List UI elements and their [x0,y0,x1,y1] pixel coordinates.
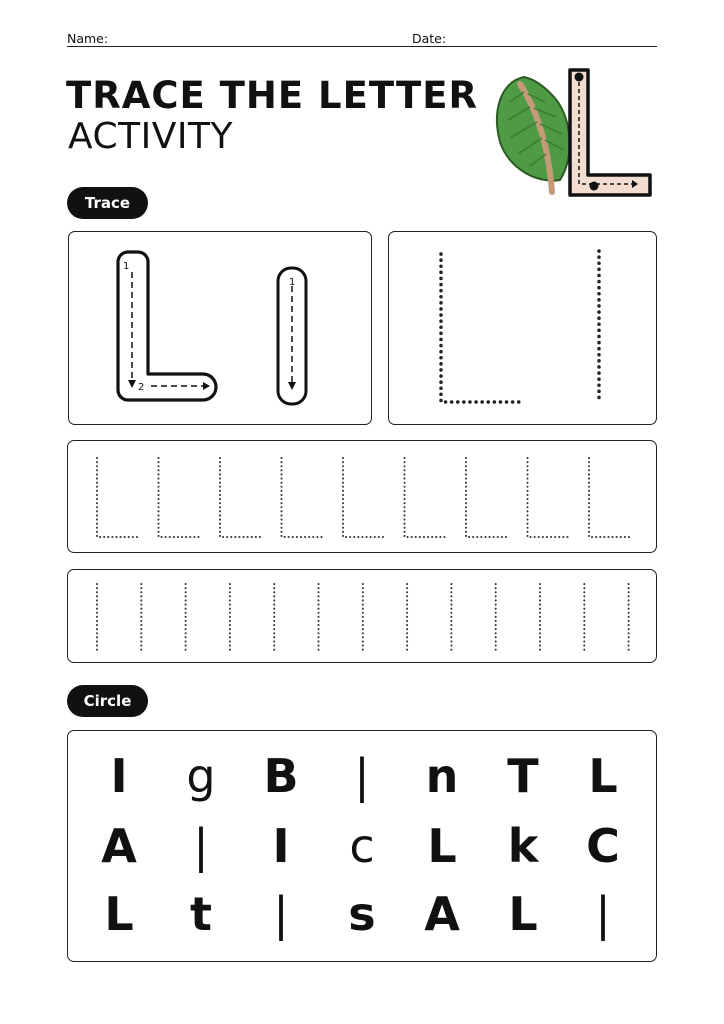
circle-letter[interactable]: L [508,887,538,941]
dotted-uppercase-l[interactable] [97,458,140,537]
circle-letter[interactable]: B [263,749,299,803]
dotted-uppercase-l[interactable] [159,458,202,537]
circle-letter[interactable]: L [104,887,134,941]
dotted-uppercase-l[interactable] [466,458,509,537]
page-title: TRACE THE LETTER [66,74,478,117]
date-label: Date: [412,31,447,46]
circle-section-label: Circle [67,685,148,717]
leaf-letter-illustration [490,62,660,204]
dotted-uppercase-l[interactable] [220,458,263,537]
circle-letter[interactable]: L [588,749,618,803]
leaf-icon [497,77,570,192]
circle-letter[interactable]: | [193,819,209,873]
uppercase-l-guide [115,250,225,408]
circle-letter[interactable]: | [354,749,370,803]
trace-section-label: Trace [67,187,148,219]
dotted-uppercase-l[interactable] [343,458,386,537]
circle-letter[interactable]: c [349,819,375,873]
circle-letter[interactable]: n [425,749,459,803]
circle-letter[interactable]: L [427,819,457,873]
circle-letter[interactable]: A [101,819,137,873]
dotted-uppercase-l[interactable] [282,458,325,537]
lowercase-l-guide [276,266,310,408]
circle-letter[interactable]: t [190,887,212,941]
letter-l-illustration [570,70,650,195]
circle-letter[interactable]: C [586,819,620,873]
name-date-line[interactable] [67,46,657,47]
uppercase-stroke-2-label: 2 [138,382,145,393]
dotted-uppercase-l[interactable] [435,250,525,410]
dotted-trace-box[interactable] [388,231,657,425]
page-subtitle: ACTIVITY [68,116,233,157]
uppercase-dotted-letters[interactable] [68,441,656,552]
lowercase-dotted-letters[interactable] [68,570,656,662]
lowercase-practice-row [67,569,657,663]
circle-letter[interactable]: I [110,749,128,803]
dotted-uppercase-l[interactable] [528,458,571,537]
trace-guide-box [68,231,372,425]
uppercase-practice-row [67,440,657,553]
circle-letter[interactable]: | [595,887,611,941]
circle-letter[interactable]: | [273,887,289,941]
dotted-lowercase-l[interactable] [589,247,609,407]
lowercase-stroke-1-label: 1 [289,277,296,288]
circle-letter[interactable]: T [507,749,539,803]
dotted-uppercase-l[interactable] [405,458,448,537]
dotted-uppercase-l[interactable] [589,458,632,537]
circle-letter[interactable]: k [507,819,539,873]
circle-letter[interactable]: s [348,887,376,941]
circle-letter[interactable]: I [272,819,290,873]
name-label: Name: [67,31,109,46]
uppercase-stroke-1-label: 1 [123,261,130,272]
circle-letter[interactable]: g [186,749,216,803]
circle-letter[interactable]: A [424,887,460,941]
circle-letter-grid [67,730,657,962]
